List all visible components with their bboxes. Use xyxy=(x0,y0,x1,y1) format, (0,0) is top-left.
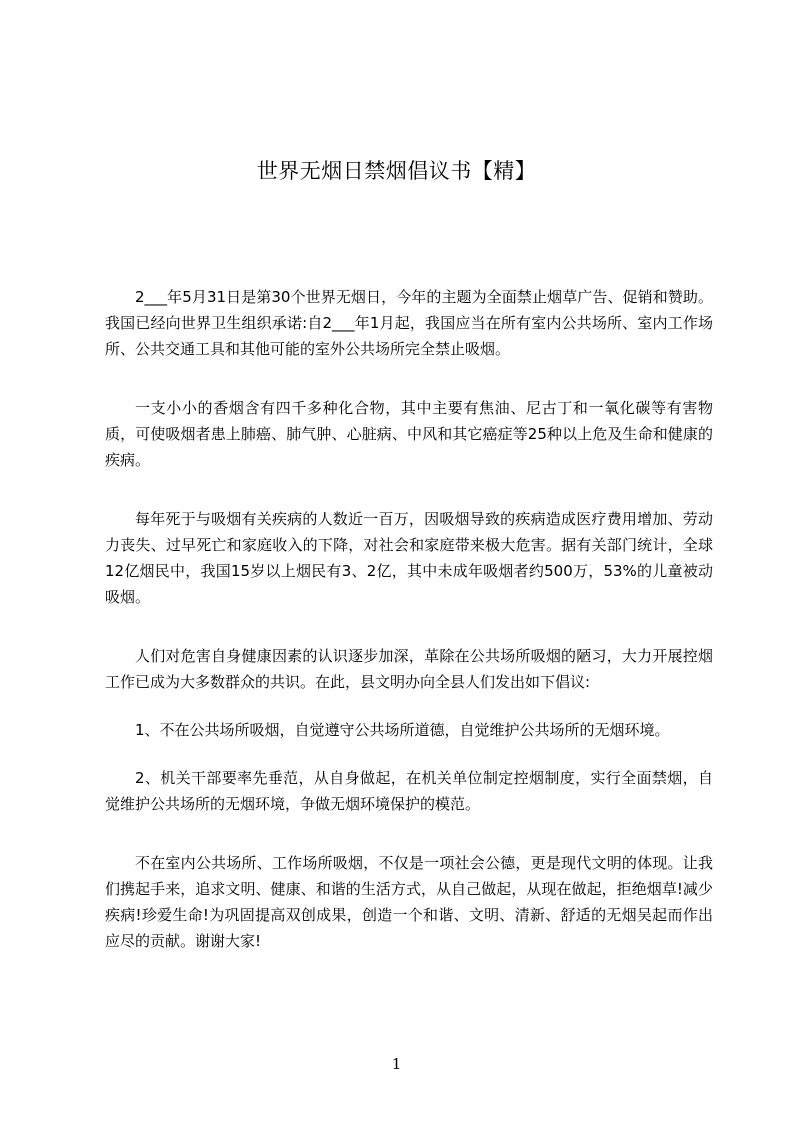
page-title: 世界无烟日禁烟倡议书【精】 xyxy=(256,159,537,184)
paragraph-intro: 2___年5月31日是第30个世界无烟日，今年的主题为全面禁止烟草广告、促销和赞助。我国已经向世界卫生组织承诺:自2___年1月起，我国应当在所有室内公共场所、室内工作场所、公共交通工具和其他可能的室外公共场所完全禁止吸烟。 xyxy=(105,288,713,358)
paragraph-statistics: 每年死于与吸烟有关疾病的人数近一百万，因吸烟导致的疾病造成医疗费用增加、劳动力丧失、过早死亡和家庭收入的下降，对社会和家庭带来极大危害。据有关部门统计，全球12亿烟民中，我国15岁以上烟民有3、2亿，其中未成年吸烟者约500万，53%的儿童被动吸烟。 xyxy=(105,510,713,606)
paragraph-closing: 不在室内公共场所、工作场所吸烟，不仅是一项社会公德，更是现代文明的体现。让我们携起手来，追求文明、健康、和谐的生活方式，从自己做起，从现在做起，拒绝烟草!减少疾病!珍爱生命!为巩固提高双创成果，创造一个和谐、文明、清新、舒适的无烟吴起而作出应尽的贡献。谢谢大家! xyxy=(105,854,713,950)
paragraph-harmful-substances: 一支小小的香烟含有四千多种化合物，其中主要有焦油、尼古丁和一氧化碳等有害物质，可使吸烟者患上肺癌、肺气肿、心脏病、中风和其它癌症等25种以上危及生命和健康的疾病。 xyxy=(105,399,713,469)
page-number: 1 xyxy=(391,1055,402,1073)
document-body xyxy=(105,284,713,954)
proposal-item-1: 1、不在公共场所吸烟，自觉遵守公共场所道德，自觉维护公共场所的无烟环境。 xyxy=(135,721,670,739)
paragraph-consensus: 人们对危害自身健康因素的认识逐步加深，革除在公共场所吸烟的陋习，大力开展控烟工作已成为大多数群众的共识。在此，县文明办向全县人们发出如下倡议: xyxy=(105,647,713,691)
proposal-item-2: 2、机关干部要率先垂范，从自身做起，在机关单位制定控烟制度，实行全面禁烟，自觉维护公共场所的无烟环境，争做无烟环境保护的模范。 xyxy=(105,769,713,813)
